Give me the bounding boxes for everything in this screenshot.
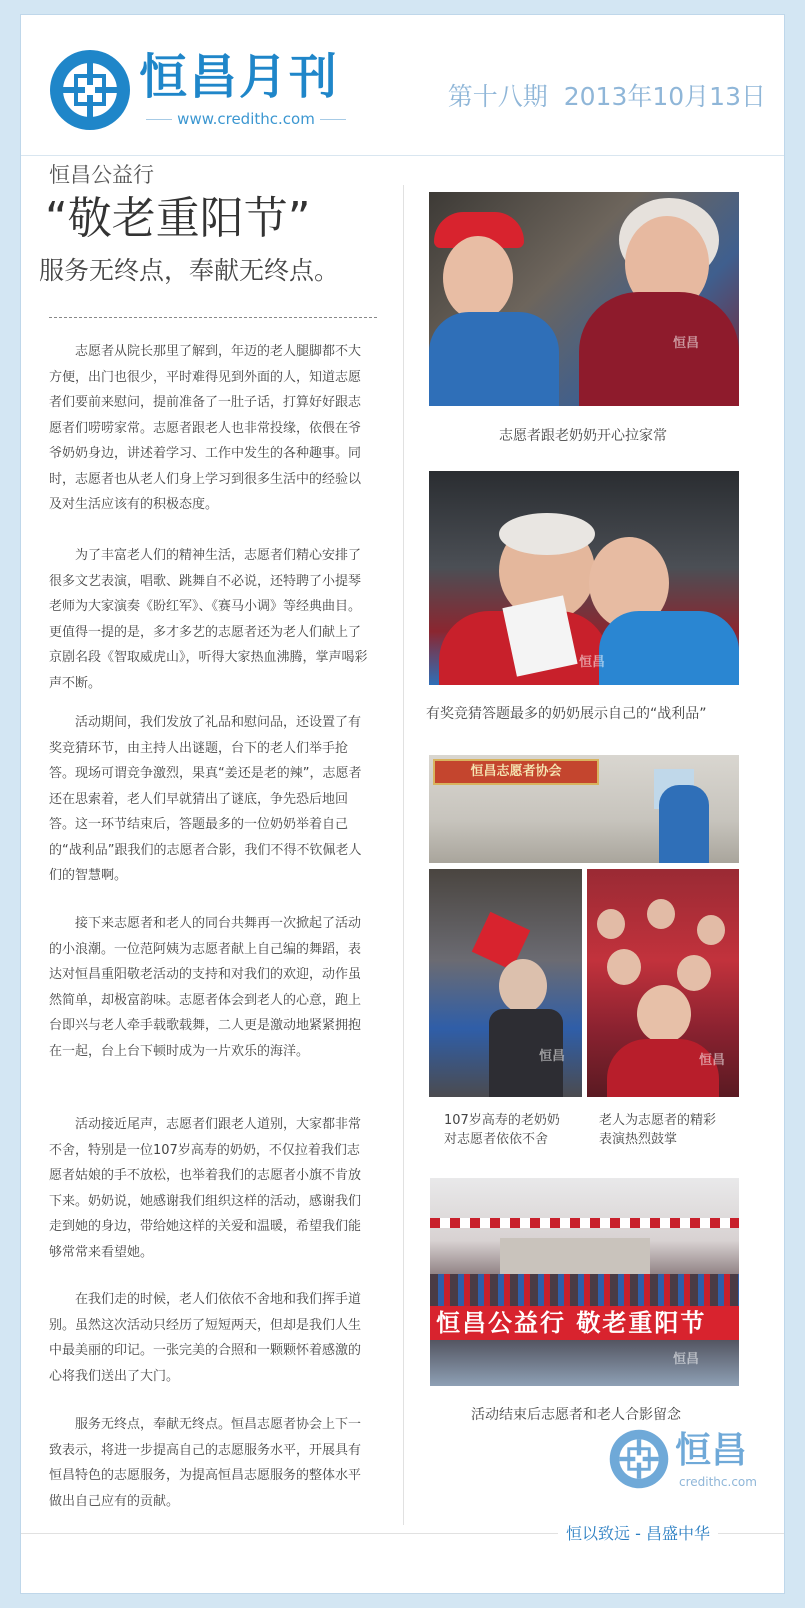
photo-caption: [599, 1111, 716, 1149]
article-paragraph: 为了丰富老人们的精神生活，志愿者们精心安排了很多文艺表演，唱歌、跳舞自不必说，还特聘了小提琴老师为大家演奏《盼红军》、《赛马小调》等经典曲目。更值得一提的是，多才多艺的志愿者还为老人们献上了京剧名段《智取威虎山》，听得大家热血沸腾，掌声喝彩声不断。: [49, 548, 368, 691]
dashed-divider: [49, 317, 377, 318]
article-paragraph: 志愿者从院长那里了解到，年迈的老人腿脚都不大方便，出门也很少，平时难得见到外面的人，知道志愿者们要前来慰问，提前准备了一肚子话，打算好好跟志愿者们唠唠家常。志愿者跟老人也非常投缘，依偎在爷爷奶奶身边，讲述着学习、工作中发生的各种趣事。同时，志愿者也从老人们身上学习到很多生活中的经验以及对生活应该有的积极态度。: [49, 344, 362, 512]
elder-face-shape: [677, 955, 711, 991]
article-subhead: 服务无终点，奉献无终点。: [39, 256, 340, 285]
blue-jacket-shape: [599, 611, 739, 685]
photo-watermark: 恒昌: [699, 1053, 726, 1068]
magazine-url[interactable]: www.credithc.com: [146, 109, 346, 129]
stage-wall-shape: [500, 1238, 650, 1278]
issue-number: 第十八期: [447, 82, 548, 111]
volunteer-face-shape: [443, 236, 513, 320]
header: [21, 15, 784, 155]
crowd-shape: [430, 1274, 739, 1308]
photo-volunteer-chatting: [429, 192, 739, 406]
photo-elders-applauding: [587, 869, 739, 1097]
elder-face-shape: [607, 949, 641, 985]
elder-face-shape: [597, 909, 625, 939]
photo-group-picture: [430, 1178, 739, 1386]
dancers-shape: [659, 785, 709, 863]
photo-grandma-prize: [429, 471, 739, 685]
issue-date: 2013年10月13日: [563, 82, 766, 111]
photo-watermark: 恒昌: [672, 1352, 699, 1367]
photo-watermark: 恒昌: [579, 655, 606, 670]
event-banner: 恒昌公益行 敬老重阳节: [430, 1306, 739, 1340]
red-lanterns-shape: [430, 1218, 739, 1228]
photo-watermark: 恒昌: [672, 336, 699, 351]
red-sweater-shape: [579, 292, 739, 406]
footer-url[interactable]: credithc.com: [679, 1475, 757, 1489]
caption-line: 对志愿者依依不舍: [444, 1132, 549, 1147]
footer-slogan: 恒以致远 - 昌盛中华: [558, 1521, 718, 1544]
caption-line: 表演热烈鼓掌: [599, 1132, 678, 1147]
article-paragraph: 接下来志愿者和老人的同台共舞再一次掀起了活动的小浪潮。一位范阿姨为志愿者献上自己编的舞蹈，表达对恒昌重阳敬老活动的支持和对我们的欢迎，动作虽然简单，却极富韵味。志愿者体会到老人的心意，跑上台即兴与老人牵手载歌载舞，二人更是激动地紧紧拥抱在一起，台上台下顿时成为一片欢乐的海洋。: [49, 916, 362, 1059]
blue-jacket-shape: [429, 312, 559, 406]
article-paragraph: 活动接近尾声，志愿者们跟老人道别，大家都非常不舍，特别是一位107岁高寿的奶奶，不仅拉着我们志愿者姑娘的手不放松，也举着我们的志愿者小旗不肯放下来。奶奶说，她感谢我们组织这样的活动，感谢我们走到她的身边，带给她这样的关爱和温暖，希望我们能够常常来看望她。: [49, 1117, 362, 1260]
grandma-face-shape: [637, 985, 691, 1043]
article-paragraph: 服务无终点，奉献无终点。恒昌志愿者协会上下一致表示，将进一步提高自己的志愿服务水平，开展具有恒昌特色的志愿服务，为提高恒昌志愿服务的整体水平做出自己应有的贡献。: [49, 1417, 362, 1509]
article-paragraph: 在我们走的时候，老人们依依不舍地和我们挥手道别。虽然这次活动只经历了短短两天，但却是我们人生中最美丽的印记。一张完美的合照和一颗颗怀着感激的心将我们送出了大门。: [49, 1292, 362, 1384]
photo-caption: 志愿者跟老奶奶开心拉家常: [499, 428, 667, 444]
elder-face-shape: [697, 915, 725, 945]
issue-info: [448, 77, 766, 113]
newsletter-page: [20, 14, 785, 1594]
caption-line: 老人为志愿者的精彩: [599, 1113, 717, 1128]
elder-face-shape: [647, 899, 675, 929]
photo-107-year-old-grandma: [429, 869, 582, 1097]
header-divider: [21, 155, 784, 156]
photo-watermark: 恒昌: [539, 1049, 566, 1064]
magazine-title: 恒昌月刊: [139, 49, 340, 105]
photo-caption: 活动结束后志愿者和老人合影留念: [471, 1407, 681, 1423]
article-kicker: 恒昌公益行: [49, 163, 154, 187]
photo-caption: 有奖竞猜答题最多的奶奶展示自己的“战利品”: [426, 706, 707, 722]
red-coat-shape: [607, 1039, 719, 1097]
association-banner: 恒昌志愿者协会: [433, 759, 599, 785]
grandma-face-shape: [499, 959, 547, 1013]
article-paragraph: 活动期间，我们发放了礼品和慰问品，还设置了有奖竞猜环节，由主持人出谜题，台下的老人们举手抢答。现场可谓竞争激烈，果真“姜还是老的辣”，志愿者还在思索着，老人们早就猜出了谜底，争先恐后地回答。这一环节结束后，答题最多的一位奶奶举着自己的“战利品”跟我们的志愿者合影，我们不得不钦佩老人们的智慧啊。: [49, 715, 362, 883]
photo-hug-on-stage: [429, 755, 739, 863]
photo-caption: [444, 1111, 560, 1149]
grandma-hair-shape: [499, 513, 595, 555]
article-headline: “敬老重阳节”: [45, 193, 311, 244]
caption-line: 107岁高寿的老奶奶: [444, 1113, 560, 1128]
footer-logo-name: 恒昌: [675, 1430, 748, 1471]
footer-logo: [609, 1425, 769, 1497]
hengchang-logo-icon: [609, 1429, 669, 1489]
column-divider: [403, 185, 404, 1525]
hengchang-logo-icon: [49, 49, 131, 131]
